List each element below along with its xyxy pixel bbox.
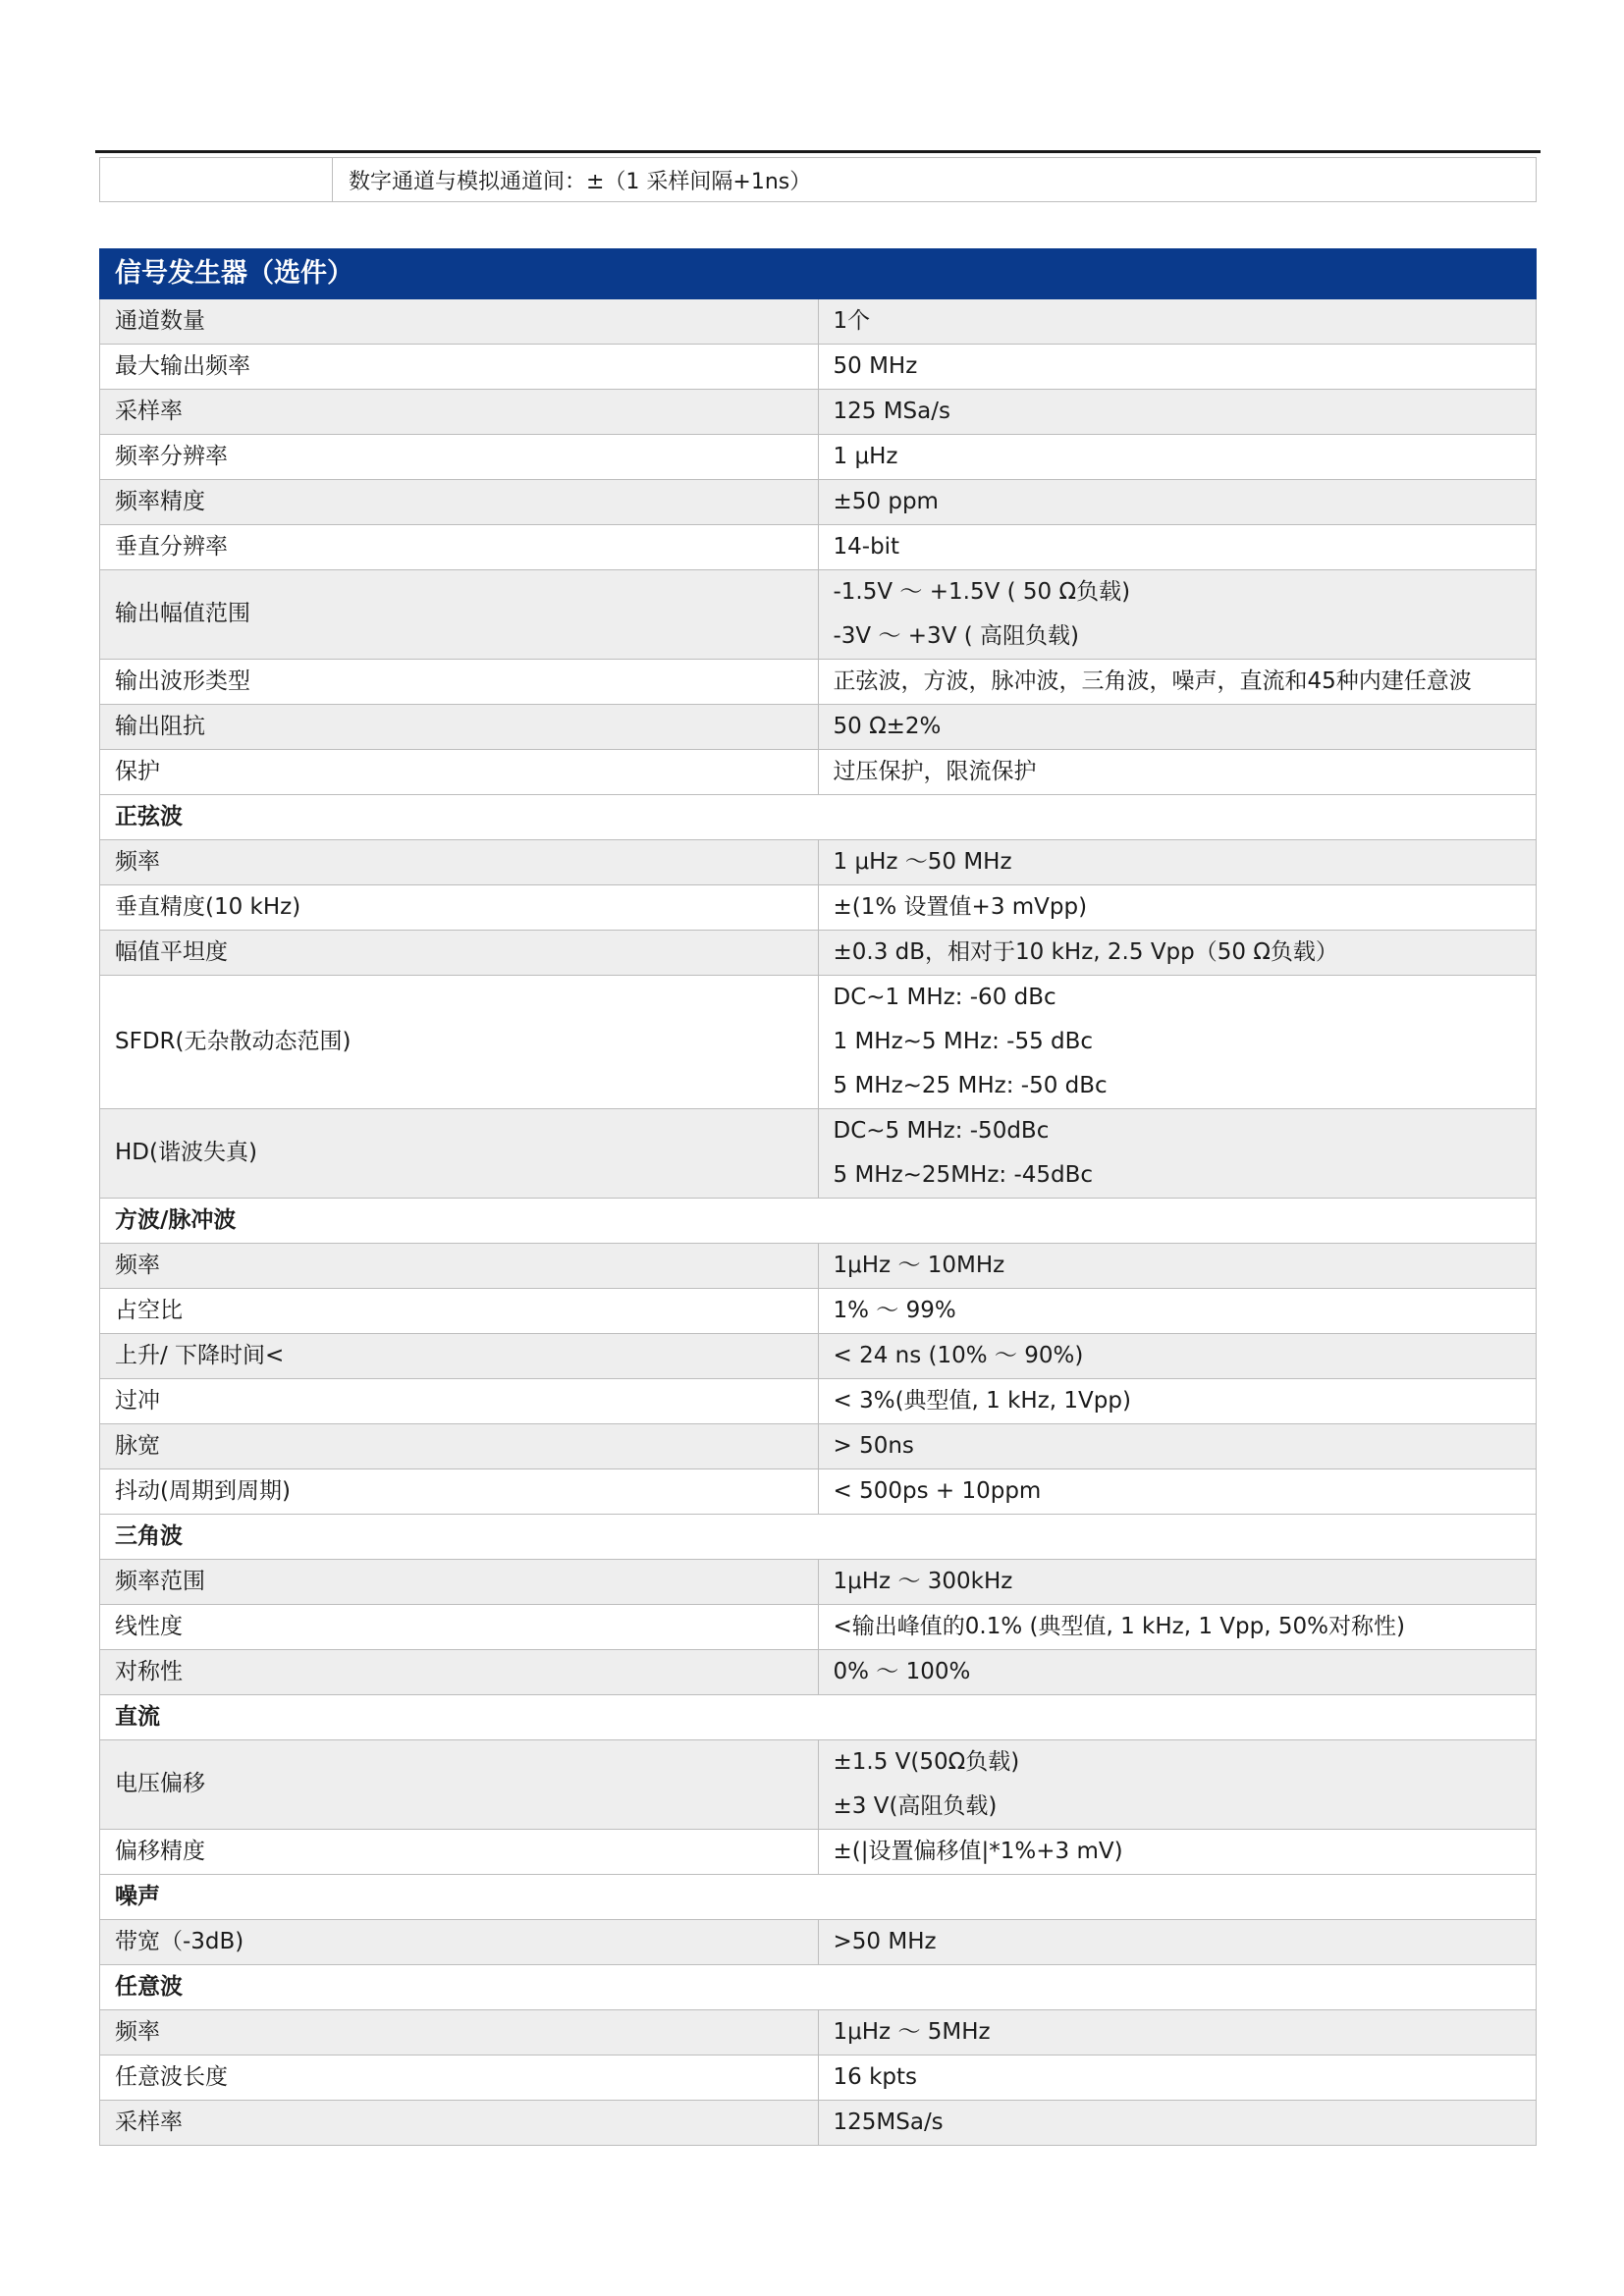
spec-value-cell bbox=[818, 1560, 1537, 1605]
spec-row bbox=[100, 480, 1537, 525]
spec-value: 1个 bbox=[833, 307, 871, 334]
spec-value-cell bbox=[818, 1605, 1537, 1650]
spec-label: 垂直分辨率 bbox=[100, 525, 819, 570]
spec-value: -3V ～ +3V ( 高阻负载) bbox=[833, 623, 1079, 649]
spec-label: 对称性 bbox=[100, 1650, 819, 1695]
spec-value-cell bbox=[818, 1424, 1537, 1469]
spec-label: 最大输出频率 bbox=[100, 345, 819, 390]
subsection-title: 噪声 bbox=[100, 1875, 1537, 1920]
spec-value-cell bbox=[818, 660, 1537, 705]
spec-label: SFDR(无杂散动态范围) bbox=[100, 976, 819, 1109]
spec-label: 采样率 bbox=[100, 390, 819, 435]
spec-row bbox=[100, 1109, 1537, 1199]
spec-label: 频率分辨率 bbox=[100, 435, 819, 480]
spec-label: 上升/ 下降时间< bbox=[100, 1334, 819, 1379]
spec-value: 0% ～ 100% bbox=[833, 1658, 971, 1684]
spec-label: 频率 bbox=[100, 2010, 819, 2056]
spec-value-cell bbox=[818, 1109, 1537, 1199]
spec-value-cell bbox=[818, 976, 1537, 1109]
subsection-row bbox=[100, 1515, 1537, 1560]
spec-value: 5 MHz~25MHz: -45dBc bbox=[833, 1162, 1094, 1188]
spec-value-cell bbox=[818, 1289, 1537, 1334]
spec-row bbox=[100, 705, 1537, 750]
spec-row bbox=[100, 1469, 1537, 1515]
spec-label: 任意波长度 bbox=[100, 2056, 819, 2101]
spec-value: ±0.3 dB，相对于10 kHz, 2.5 Vpp（50 Ω负载） bbox=[833, 938, 1338, 965]
continued-row-label bbox=[100, 158, 333, 202]
subsection-title: 正弦波 bbox=[100, 795, 1537, 840]
spec-row bbox=[100, 1289, 1537, 1334]
spec-value: < 500ps + 10ppm bbox=[833, 1477, 1042, 1504]
spec-value: 50 MHz bbox=[833, 352, 918, 379]
continued-spec-table bbox=[99, 157, 1537, 202]
spec-label: 占空比 bbox=[100, 1289, 819, 1334]
spec-value-cell bbox=[818, 480, 1537, 525]
subsection-title: 直流 bbox=[100, 1695, 1537, 1740]
spec-value: ±(|设置偏移值|*1%+3 mV) bbox=[833, 1838, 1123, 1864]
spec-row bbox=[100, 1920, 1537, 1965]
spec-value: 125 MSa/s bbox=[833, 398, 950, 424]
spec-label: 电压偏移 bbox=[100, 1740, 819, 1830]
spec-value: ±50 ppm bbox=[833, 488, 939, 514]
spec-row bbox=[100, 345, 1537, 390]
spec-value: 5 MHz~25 MHz: -50 dBc bbox=[833, 1073, 1108, 1098]
spec-label: 脉宽 bbox=[100, 1424, 819, 1469]
spec-value-cell bbox=[818, 570, 1537, 660]
spec-value: 16 kpts bbox=[833, 2063, 917, 2090]
spec-row bbox=[100, 660, 1537, 705]
spec-label: 垂直精度(10 kHz) bbox=[100, 885, 819, 931]
spec-value: 正弦波，方波，脉冲波，三角波，噪声，直流和45种内建任意波 bbox=[833, 667, 1472, 694]
spec-value: 50 Ω±2% bbox=[833, 713, 942, 739]
spec-value: > 50ns bbox=[833, 1432, 914, 1459]
spec-value-cell bbox=[818, 1920, 1537, 1965]
spec-row bbox=[100, 299, 1537, 345]
spec-label: 带宽（-3dB) bbox=[100, 1920, 819, 1965]
spec-label: 保护 bbox=[100, 750, 819, 795]
spec-row bbox=[100, 840, 1537, 885]
spec-label: 过冲 bbox=[100, 1379, 819, 1424]
spec-row bbox=[100, 1379, 1537, 1424]
spec-row bbox=[100, 2056, 1537, 2101]
spec-row bbox=[100, 931, 1537, 976]
spec-value-cell bbox=[818, 885, 1537, 931]
spec-label: 通道数量 bbox=[100, 299, 819, 345]
spec-row bbox=[100, 976, 1537, 1109]
subsection-row bbox=[100, 795, 1537, 840]
spec-label: 抖动(周期到周期) bbox=[100, 1469, 819, 1515]
spec-value-cell bbox=[818, 345, 1537, 390]
spec-label: HD(谐波失真) bbox=[100, 1109, 819, 1199]
spec-value-cell bbox=[818, 2101, 1537, 2146]
spec-value: 1% ～ 99% bbox=[833, 1297, 956, 1323]
spec-value-cell bbox=[818, 705, 1537, 750]
spec-value-cell bbox=[818, 1469, 1537, 1515]
spec-row bbox=[100, 750, 1537, 795]
spec-value-cell bbox=[818, 2010, 1537, 2056]
spec-label: 频率范围 bbox=[100, 1560, 819, 1605]
subsection-row bbox=[100, 1965, 1537, 2010]
spec-label: 输出幅值范围 bbox=[100, 570, 819, 660]
spec-label: 线性度 bbox=[100, 1605, 819, 1650]
continued-row bbox=[100, 158, 1537, 202]
spec-label: 频率 bbox=[100, 1244, 819, 1289]
subsection-title: 方波/脉冲波 bbox=[100, 1199, 1537, 1244]
spec-value: -1.5V ～ +1.5V ( 50 Ω负载) bbox=[833, 579, 1131, 605]
spec-value: 125MSa/s bbox=[833, 2109, 944, 2135]
spec-value: 1 μHz ～50 MHz bbox=[833, 848, 1012, 875]
spec-label: 输出波形类型 bbox=[100, 660, 819, 705]
subsection-row bbox=[100, 1875, 1537, 1920]
spec-row bbox=[100, 1424, 1537, 1469]
spec-row bbox=[100, 1560, 1537, 1605]
spec-value: < 24 ns (10% ～ 90%) bbox=[833, 1342, 1084, 1368]
spec-value: <输出峰值的0.1% (典型值, 1 kHz, 1 Vpp, 50%对称性) bbox=[833, 1613, 1405, 1639]
spec-value-cell bbox=[818, 1830, 1537, 1875]
spec-value: DC~5 MHz: -50dBc bbox=[833, 1118, 1050, 1144]
spec-row bbox=[100, 525, 1537, 570]
spec-value-cell bbox=[818, 750, 1537, 795]
subsection-row bbox=[100, 1695, 1537, 1740]
section-title: 信号发生器（选件） bbox=[100, 249, 1537, 299]
spec-row bbox=[100, 2010, 1537, 2056]
page-top-rule bbox=[95, 150, 1541, 153]
subsection-title: 任意波 bbox=[100, 1965, 1537, 2010]
spec-label: 频率精度 bbox=[100, 480, 819, 525]
spec-value-cell bbox=[818, 299, 1537, 345]
spec-value: 14-bit bbox=[833, 533, 900, 560]
spec-value: 过压保护，限流保护 bbox=[833, 758, 1037, 784]
spec-value: 1μHz ～ 5MHz bbox=[833, 2018, 991, 2045]
spec-row bbox=[100, 2101, 1537, 2146]
spec-value: >50 MHz bbox=[833, 1928, 937, 1954]
signal-generator-spec-table bbox=[99, 248, 1537, 2146]
spec-row bbox=[100, 435, 1537, 480]
spec-value-cell bbox=[818, 1650, 1537, 1695]
spec-value: 1μHz ～ 300kHz bbox=[833, 1568, 1013, 1594]
spec-value-cell bbox=[818, 390, 1537, 435]
spec-value: 1 μHz bbox=[833, 443, 898, 469]
spec-value: ±1.5 V(50Ω负载) bbox=[833, 1749, 1020, 1775]
spec-label: 偏移精度 bbox=[100, 1830, 819, 1875]
spec-value-cell bbox=[818, 525, 1537, 570]
spec-value-cell bbox=[818, 840, 1537, 885]
spec-value: ±3 V(高阻负载) bbox=[833, 1793, 998, 1819]
spec-value-cell bbox=[818, 931, 1537, 976]
spec-row bbox=[100, 1605, 1537, 1650]
spec-row bbox=[100, 1740, 1537, 1830]
spec-row bbox=[100, 885, 1537, 931]
spec-label: 频率 bbox=[100, 840, 819, 885]
spec-row bbox=[100, 1650, 1537, 1695]
spec-row bbox=[100, 1334, 1537, 1379]
spec-value-cell bbox=[818, 1740, 1537, 1830]
continued-row-value: 数字通道与模拟通道间：±（1 采样间隔+1ns） bbox=[333, 158, 1537, 202]
spec-value: DC~1 MHz: -60 dBc bbox=[833, 985, 1056, 1010]
spec-value: 1 MHz~5 MHz: -55 dBc bbox=[833, 1029, 1094, 1054]
spec-value-cell bbox=[818, 435, 1537, 480]
spec-row bbox=[100, 390, 1537, 435]
spec-row bbox=[100, 570, 1537, 660]
spec-value-cell bbox=[818, 2056, 1537, 2101]
spec-value-cell bbox=[818, 1379, 1537, 1424]
spec-value: 1μHz ～ 10MHz bbox=[833, 1252, 1005, 1278]
section-header-row bbox=[100, 249, 1537, 299]
subsection-row bbox=[100, 1199, 1537, 1244]
spec-value-cell bbox=[818, 1334, 1537, 1379]
spec-row bbox=[100, 1244, 1537, 1289]
spec-value: < 3%(典型值, 1 kHz, 1Vpp) bbox=[833, 1387, 1131, 1414]
subsection-title: 三角波 bbox=[100, 1515, 1537, 1560]
spec-row bbox=[100, 1830, 1537, 1875]
spec-value-cell bbox=[818, 1244, 1537, 1289]
spec-label: 幅值平坦度 bbox=[100, 931, 819, 976]
spec-label: 输出阻抗 bbox=[100, 705, 819, 750]
spec-label: 采样率 bbox=[100, 2101, 819, 2146]
spec-value: ±(1% 设置值+3 mVpp) bbox=[833, 893, 1088, 920]
